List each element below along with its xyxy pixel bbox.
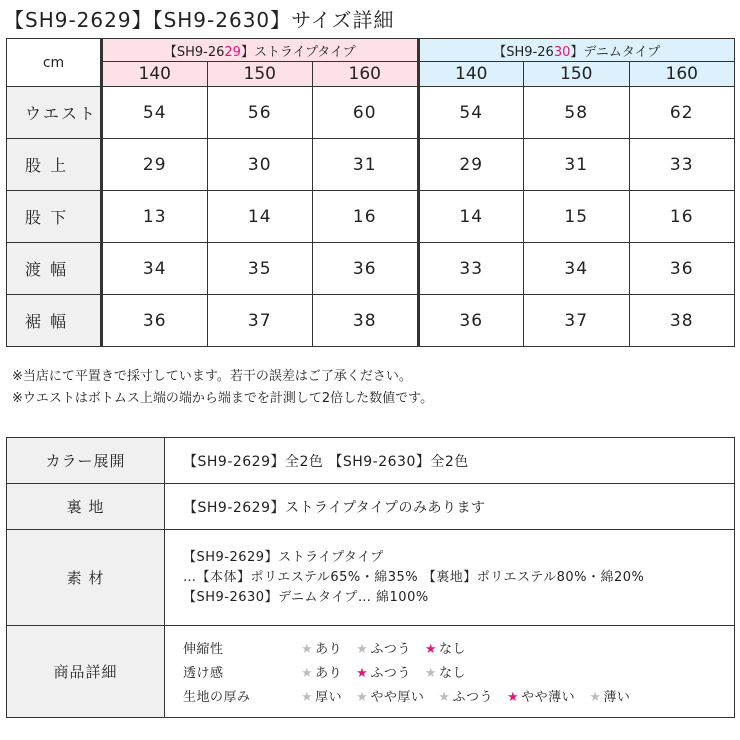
detail-option [589, 686, 630, 705]
measure-label: 渡 幅 [7, 243, 102, 295]
info-table [6, 437, 735, 718]
material-line: 【SH9-2630】デニムタイプ… 綿100% [183, 589, 429, 605]
star-icon: ★ [301, 642, 314, 657]
option-label: あり [315, 666, 343, 681]
size-value: 33 [629, 139, 735, 191]
star-icon: ★ [301, 690, 314, 705]
size-value: 14 [207, 191, 313, 243]
detail-option [425, 638, 466, 657]
size-header: 150 [207, 62, 313, 87]
info-label: 素 材 [7, 530, 165, 626]
size-value: 29 [418, 139, 524, 191]
info-label: 商品詳細 [7, 626, 165, 718]
measure-label: 裾 幅 [7, 295, 102, 347]
size-row [7, 243, 735, 295]
unit-cell: cm [7, 39, 102, 87]
measure-label: 股 上 [7, 139, 102, 191]
detail-name: 伸縮性 [183, 642, 224, 657]
detail-option [301, 662, 342, 681]
size-value: 34 [102, 243, 208, 295]
size-value: 54 [102, 87, 208, 139]
measure-label: 股 下 [7, 191, 102, 243]
size-table [6, 38, 735, 347]
size-header: 160 [313, 62, 419, 87]
size-value: 37 [524, 295, 630, 347]
info-row-lining [7, 484, 735, 530]
size-value: 33 [418, 243, 524, 295]
page-title: 【SH9-2629】【SH9-2630】サイズ詳細 [4, 8, 395, 32]
size-value: 37 [207, 295, 313, 347]
material-line: …【本体】ポリエステル65%・綿35% 【裏地】ポリエステル80%・綿20% [183, 569, 645, 585]
option-label: 厚い [315, 690, 343, 705]
star-icon: ★ [589, 690, 602, 705]
size-header-row [7, 62, 735, 87]
option-label: なし [439, 666, 467, 681]
stripe-group-header: 【SH9-2629】ストライプタイプ [102, 39, 419, 62]
size-value: 16 [313, 191, 419, 243]
size-value: 36 [418, 295, 524, 347]
info-label: カラー展開 [7, 438, 165, 484]
size-value: 31 [524, 139, 630, 191]
denim-group-header: 【SH9-2630】デニムタイプ [418, 39, 735, 62]
detail-option [301, 638, 342, 657]
details-value [165, 626, 735, 718]
detail-row [183, 684, 734, 708]
measure-label: ウエスト [7, 87, 102, 139]
size-value: 58 [524, 87, 630, 139]
star-icon: ★ [424, 642, 437, 657]
size-value: 14 [418, 191, 524, 243]
star-icon: ★ [438, 690, 451, 705]
note-line: ※ウエストはボトムス上端の端から端までを計測して2倍した数値です。 [12, 391, 434, 406]
detail-row [183, 660, 734, 684]
star-icon: ★ [356, 642, 369, 657]
star-icon: ★ [356, 690, 369, 705]
size-value: 60 [313, 87, 419, 139]
star-icon: ★ [356, 666, 369, 681]
size-value: 29 [102, 139, 208, 191]
size-value: 16 [629, 191, 735, 243]
info-row-material [7, 530, 735, 626]
size-header: 140 [102, 62, 208, 87]
size-value: 31 [313, 139, 419, 191]
material-value [165, 530, 735, 626]
option-label: あり [315, 642, 343, 657]
info-value: 【SH9-2629】全2色 【SH9-2630】全2色 [165, 438, 735, 484]
size-value: 62 [629, 87, 735, 139]
material-line: 【SH9-2629】ストライプタイプ [183, 549, 384, 565]
size-value: 15 [524, 191, 630, 243]
size-value: 36 [102, 295, 208, 347]
info-row-color [7, 438, 735, 484]
size-value: 30 [207, 139, 313, 191]
option-label: ふつう [370, 642, 411, 657]
detail-name: 生地の厚み [183, 690, 251, 705]
option-label: やや薄い [521, 690, 576, 705]
detail-option [301, 686, 342, 705]
size-value: 35 [207, 243, 313, 295]
info-row-details [7, 626, 735, 718]
option-label: やや厚い [370, 690, 425, 705]
detail-option [507, 686, 575, 705]
detail-option [356, 638, 411, 657]
option-label: ふつう [370, 666, 411, 681]
notes [12, 366, 433, 410]
size-row [7, 139, 735, 191]
detail-row [183, 636, 734, 660]
size-row [7, 87, 735, 139]
option-label: ふつう [452, 690, 494, 705]
size-value: 54 [418, 87, 524, 139]
size-value: 38 [629, 295, 735, 347]
size-table-body [7, 87, 735, 347]
size-row [7, 191, 735, 243]
group-header-row [7, 39, 735, 62]
star-icon: ★ [507, 690, 520, 705]
size-row [7, 295, 735, 347]
option-label: 薄い [603, 690, 631, 705]
detail-option [356, 662, 411, 681]
size-header: 140 [418, 62, 524, 87]
info-value: 【SH9-2629】ストライプタイプのみあります [165, 484, 735, 530]
detail-name: 透け感 [183, 666, 224, 681]
size-value: 13 [102, 191, 208, 243]
size-value: 34 [524, 243, 630, 295]
detail-option [425, 662, 466, 681]
star-icon: ★ [301, 666, 314, 681]
size-value: 36 [313, 243, 419, 295]
option-label: なし [439, 642, 467, 657]
size-value: 56 [207, 87, 313, 139]
detail-option [438, 686, 493, 705]
size-value: 36 [629, 243, 735, 295]
note-line: ※当店にて平置きで採寸しています。若干の誤差はご了承ください。 [12, 369, 412, 384]
info-label: 裏 地 [7, 484, 165, 530]
star-icon: ★ [424, 666, 437, 681]
size-header: 160 [629, 62, 735, 87]
size-header: 150 [524, 62, 630, 87]
size-value: 38 [313, 295, 419, 347]
detail-option [356, 686, 424, 705]
